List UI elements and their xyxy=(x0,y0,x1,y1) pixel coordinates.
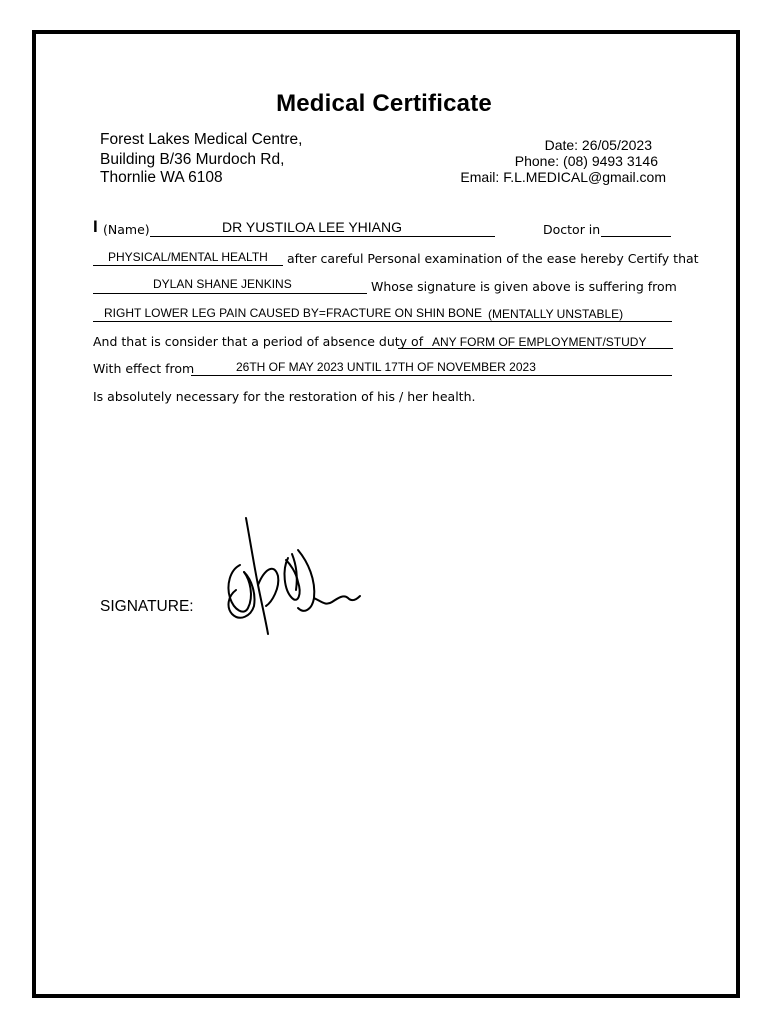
condition-value[interactable]: RIGHT LOWER LEG PAIN CAUSED BY=FRACTURE ON SHIN BONE xyxy=(104,306,482,320)
patient-name-value[interactable]: DYLAN SHANE JENKINS xyxy=(153,277,292,291)
effect-line xyxy=(191,375,672,376)
patient-line xyxy=(93,293,367,294)
condition-line xyxy=(93,321,672,322)
name-label: (Name) xyxy=(103,222,150,237)
closing-text: Is absolutely necessary for the restoration of his / her health. xyxy=(93,389,476,404)
absence-text: And that is consider that a period of absence duty of xyxy=(93,334,424,349)
clinic-email: Email: F.L.MEDICAL@gmail.com xyxy=(460,169,666,185)
effect-text: With effect from xyxy=(93,361,195,376)
specialty-value[interactable]: PHYSICAL/MENTAL HEALTH xyxy=(108,250,268,264)
name-line xyxy=(150,236,495,237)
clinic-street: Building B/36 Murdoch Rd, xyxy=(100,151,285,168)
specialty-line xyxy=(93,265,283,266)
clinic-name: Forest Lakes Medical Centre, xyxy=(100,131,303,148)
effect-value[interactable]: 26TH OF MAY 2023 UNTIL 17TH OF NOVEMBER 2023 xyxy=(236,360,536,374)
certificate-date: Date: 26/05/2023 xyxy=(544,137,652,153)
specialty-line-end xyxy=(601,236,671,237)
doctor-in-label: Doctor in xyxy=(543,222,601,237)
certificate-title: Medical Certificate xyxy=(276,90,492,117)
absence-value[interactable]: ANY FORM OF EMPLOYMENT/STUDY xyxy=(432,335,647,349)
condition-note[interactable]: (MENTALLY UNSTABLE) xyxy=(488,307,624,321)
signature-label: SIGNATURE: xyxy=(100,598,194,615)
doctor-name-value[interactable]: DR YUSTILOA LEE YHIANG xyxy=(222,219,402,235)
clinic-phone: Phone: (08) 9493 3146 xyxy=(514,153,658,169)
clinic-suburb: Thornlie WA 6108 xyxy=(100,169,223,186)
handwritten-signature xyxy=(218,510,368,640)
i-label: I xyxy=(93,217,98,236)
after-examination-text: after careful Personal examination of the ease hereby Certify that xyxy=(287,251,699,266)
whose-signature-text: Whose signature is given above is suffering from xyxy=(371,279,677,294)
